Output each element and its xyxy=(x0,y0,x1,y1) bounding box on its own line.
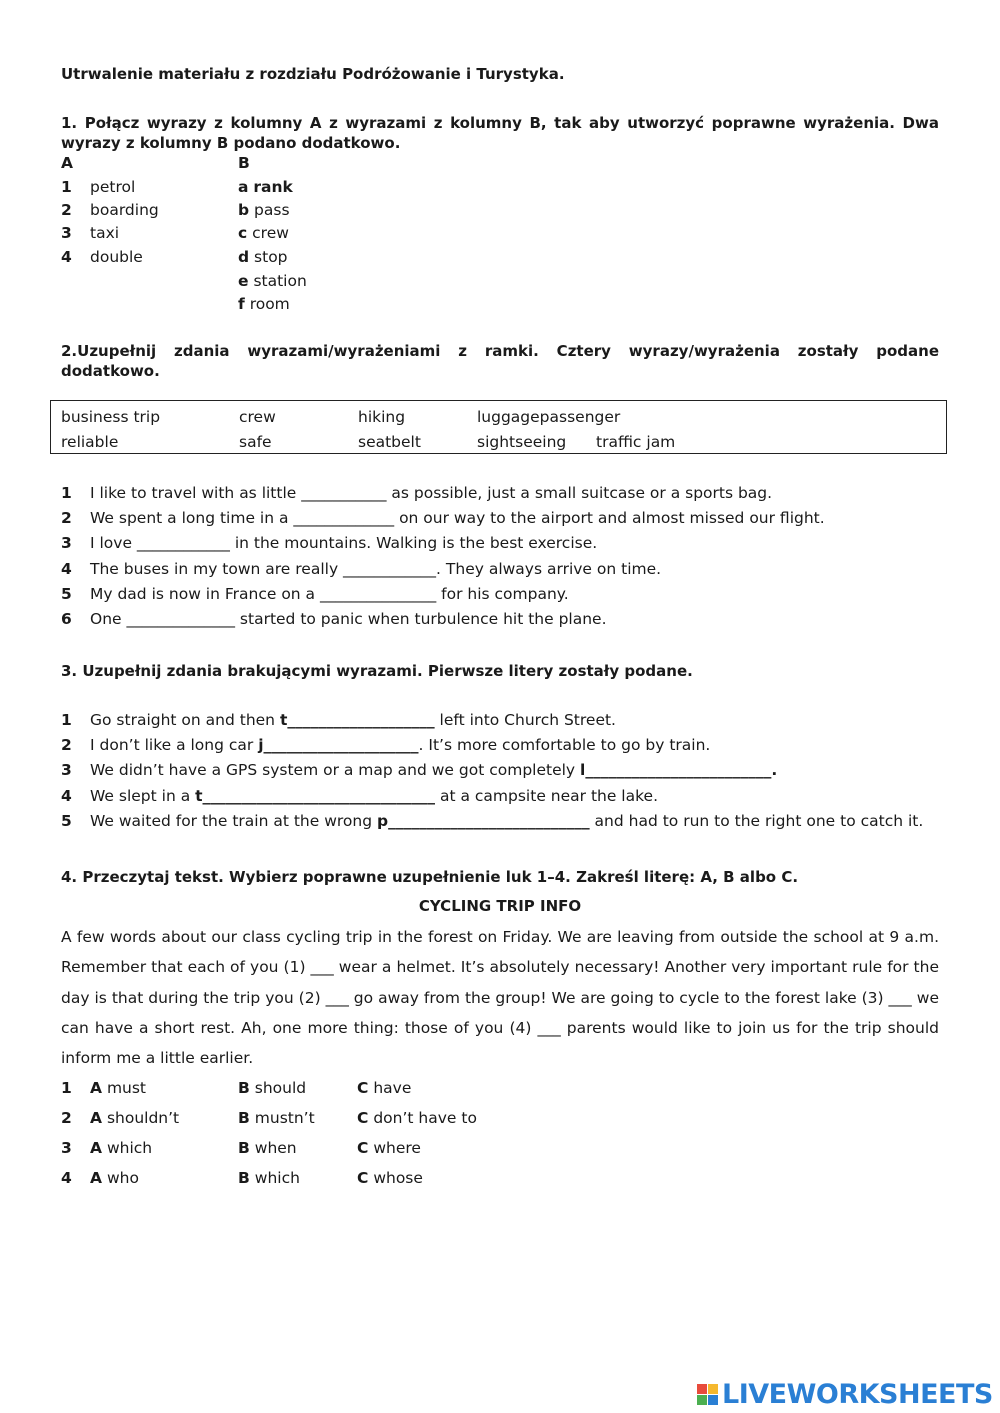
text-title: CYCLING TRIP INFO xyxy=(418,897,582,915)
option-c[interactable] xyxy=(357,1135,421,1161)
option-b[interactable] xyxy=(238,1075,306,1101)
worksheet-title: Utrwalenie materiału z rozdziału Podróżowanie i Turystyka. xyxy=(61,65,565,83)
word-box xyxy=(50,400,947,454)
sentence-text: I love ____________ in the mountains. Walking is the best exercise. xyxy=(90,534,598,552)
sentence-text: I like to travel with as little ___________ as possible, just a small suitcase or a sports bag. xyxy=(90,484,773,502)
option-a[interactable] xyxy=(90,1135,152,1161)
item-number: 4 xyxy=(61,1169,72,1187)
item-number: 6 xyxy=(61,610,72,628)
option-b[interactable] xyxy=(238,1105,315,1131)
word-box-item: traffic jam xyxy=(596,433,676,451)
sentence-text: Go straight on and then xyxy=(90,711,280,729)
col-b-letter: e xyxy=(238,272,249,290)
sentence-text: One ______________ started to panic when turbulence hit the plane. xyxy=(90,610,607,628)
item-number: 1 xyxy=(61,178,72,196)
option-c[interactable] xyxy=(357,1105,477,1131)
option-text: where xyxy=(373,1139,421,1157)
ex4-instruction: 4. Przeczytaj tekst. Wybierz poprawne uzupełnienie luk 1–4. Zakreśl literę: A, B albo C. xyxy=(61,868,799,886)
col-b-header: B xyxy=(238,154,250,172)
col-b-item xyxy=(238,222,289,245)
answer-blank[interactable]: l________________________. xyxy=(580,761,778,779)
sentence-text: I don’t like a long car xyxy=(90,736,259,754)
col-a-word: petrol xyxy=(90,178,136,196)
option-letter: C xyxy=(357,1079,369,1097)
col-b-letter: d xyxy=(238,248,250,266)
option-text: which xyxy=(254,1169,300,1187)
item-number: 4 xyxy=(61,248,72,266)
col-b-item xyxy=(238,176,293,199)
option-letter: B xyxy=(238,1079,250,1097)
sentence-text: My dad is now in France on a _______________ for his company. xyxy=(90,585,569,603)
logo-block xyxy=(697,1395,707,1405)
word-box-item: safe xyxy=(239,433,272,451)
ex1-instruction-line1: 1. Połącz wyrazy z kolumny A z wyrazami z kolumny B, tak aby utworzyć poprawne wyrażenia. Dwa xyxy=(61,114,939,132)
col-b-letter: c xyxy=(238,224,248,242)
sentence-text: . It’s more comfortable to go by train. xyxy=(418,736,711,754)
answer-blank[interactable]: t______________________________ xyxy=(195,787,436,805)
col-b-letter: a xyxy=(238,178,249,196)
item-number: 2 xyxy=(61,509,72,527)
word-box-item: hiking xyxy=(358,408,406,426)
word-box-item: reliable xyxy=(61,433,119,451)
answer-blank[interactable]: j____________________ xyxy=(258,736,419,754)
option-letter: B xyxy=(238,1139,250,1157)
item-number: 2 xyxy=(61,1109,72,1127)
answer-blank[interactable]: p__________________________ xyxy=(377,812,590,830)
col-a-header: A xyxy=(61,154,73,172)
item-number: 1 xyxy=(61,484,72,502)
logo-block xyxy=(708,1395,718,1405)
col-b-word: station xyxy=(253,272,307,290)
sentence-text: We spent a long time in a _____________ on our way to the airport and almost missed our flight. xyxy=(90,509,825,527)
sentence-text: We didn’t have a GPS system or a map and we got completely xyxy=(90,761,581,779)
sentence-text: We slept in a xyxy=(90,787,196,805)
ex1-instruction-line2: wyrazy z kolumny B podano dodatkowo. xyxy=(61,134,401,152)
word-box-item: business trip xyxy=(61,408,161,426)
option-c[interactable] xyxy=(357,1165,423,1191)
item-number: 3 xyxy=(61,1139,72,1157)
option-text: must xyxy=(106,1079,147,1097)
item-number: 4 xyxy=(61,787,72,805)
col-b-item xyxy=(238,270,307,293)
col-b-item xyxy=(238,199,290,222)
sentence-text: at a campsite near the lake. xyxy=(435,787,658,805)
col-b-item xyxy=(238,246,288,269)
option-text: whose xyxy=(373,1169,423,1187)
item-number: 5 xyxy=(61,585,72,603)
option-text: who xyxy=(106,1169,139,1187)
col-b-word: pass xyxy=(254,201,290,219)
col-b-word: crew xyxy=(252,224,289,242)
item-number: 3 xyxy=(61,761,72,779)
item-number: 5 xyxy=(61,812,72,830)
option-text: have xyxy=(373,1079,412,1097)
sentence-text: and had to run to the right one to catch it. xyxy=(589,812,924,830)
col-a-word: boarding xyxy=(90,201,159,219)
option-text: shouldn’t xyxy=(106,1109,180,1127)
option-letter: A xyxy=(90,1079,102,1097)
option-text: should xyxy=(254,1079,307,1097)
word-box-item: crew xyxy=(239,408,276,426)
item-number: 1 xyxy=(61,711,72,729)
option-a[interactable] xyxy=(90,1075,146,1101)
col-b-word: stop xyxy=(254,248,288,266)
option-text: which xyxy=(106,1139,153,1157)
option-letter: C xyxy=(357,1169,369,1187)
option-letter: A xyxy=(90,1139,102,1157)
sentence-text: left into Church Street. xyxy=(434,711,616,729)
item-number: 3 xyxy=(61,534,72,552)
option-a[interactable] xyxy=(90,1105,179,1131)
word-box-item: sightseeing xyxy=(477,433,567,451)
ex3-instruction: 3. Uzupełnij zdania brakującymi wyrazami. Pierwsze litery zostały podane. xyxy=(61,662,693,680)
logo-blocks-icon xyxy=(697,1384,718,1405)
ex2-instruction-line1: 2.Uzupełnij zdania wyrazami/wyrażeniami z ramki. Cztery wyrazy/wyrażenia zostały podane xyxy=(61,342,939,360)
col-b-word: room xyxy=(249,295,290,313)
word-box-item: luggagepassenger xyxy=(477,408,621,426)
option-b[interactable] xyxy=(238,1135,297,1161)
option-letter: C xyxy=(357,1139,369,1157)
option-a[interactable] xyxy=(90,1165,139,1191)
item-number: 2 xyxy=(61,736,72,754)
logo-text: LIVEWORKSHEETS xyxy=(722,1378,993,1410)
option-letter: A xyxy=(90,1109,102,1127)
answer-blank[interactable]: t___________________ xyxy=(279,711,435,729)
option-letter: A xyxy=(90,1169,102,1187)
col-a-word: double xyxy=(90,248,143,266)
logo-block xyxy=(697,1384,707,1394)
option-b[interactable] xyxy=(238,1165,300,1191)
item-number: 2 xyxy=(61,201,72,219)
option-text: mustn’t xyxy=(254,1109,315,1127)
col-b-item xyxy=(238,293,290,316)
option-letter: C xyxy=(357,1109,369,1127)
col-a-word: taxi xyxy=(90,224,120,242)
reading-paragraph: A few words about our class cycling trip in the forest on Friday. We are leaving from outside the school at 9 a.m. Remember that each of you (1) ___ wear a helmet. It’s absolutely necessary! Another very important rule for the day is that during the trip you (2) ___ go away from the group! We are going to cycle to the forest lake (3) ___ we can have a short rest. Ah, one more thing: those of you (4) ___ parents would like to join us for the trip should inform me a little earlier. xyxy=(61,928,939,1068)
sentence-text: The buses in my town are really ____________. They always arrive on time. xyxy=(90,560,662,578)
option-letter: B xyxy=(238,1109,250,1127)
col-b-letter: b xyxy=(238,201,250,219)
option-letter: B xyxy=(238,1169,250,1187)
sentence-text: We waited for the train at the wrong xyxy=(90,812,377,830)
item-number: 4 xyxy=(61,560,72,578)
option-c[interactable] xyxy=(357,1075,411,1101)
col-b-word: rank xyxy=(253,178,293,196)
option-text: when xyxy=(254,1139,297,1157)
option-text: don’t have to xyxy=(373,1109,477,1127)
item-number: 1 xyxy=(61,1079,72,1097)
ex2-instruction-line2: dodatkowo. xyxy=(61,362,160,380)
word-box-item: seatbelt xyxy=(358,433,421,451)
logo-block xyxy=(708,1384,718,1394)
liveworksheets-logo xyxy=(697,1376,993,1412)
item-number: 3 xyxy=(61,224,72,242)
col-b-letter: f xyxy=(238,295,245,313)
